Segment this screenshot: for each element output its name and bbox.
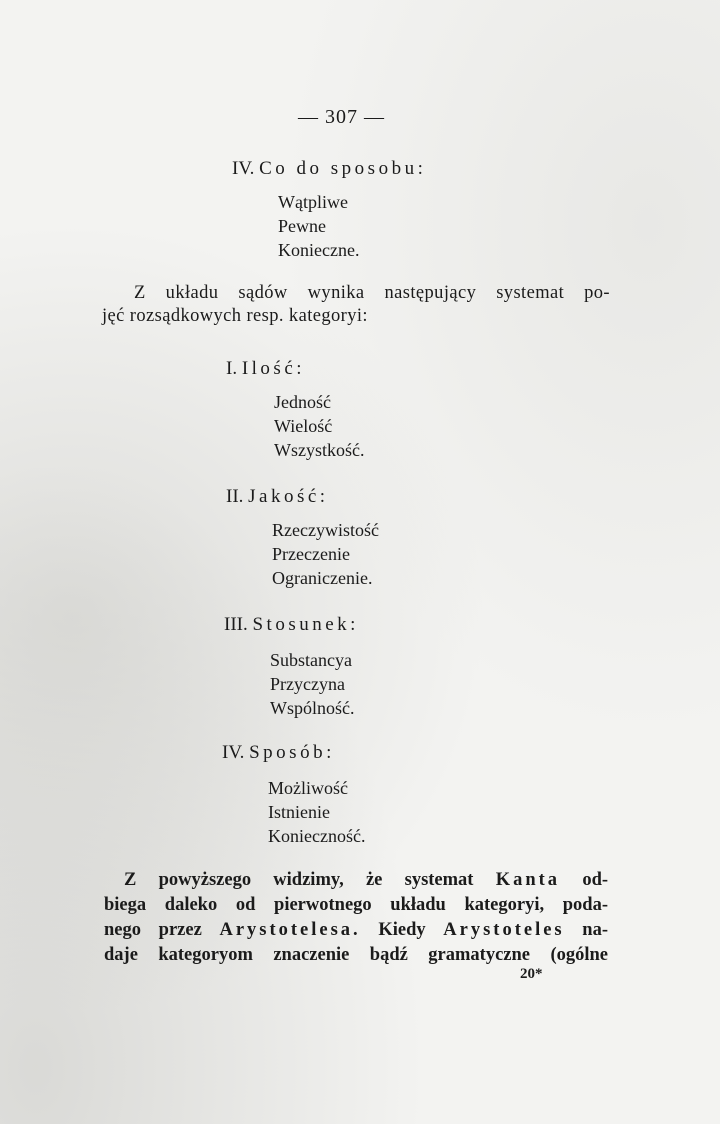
category-label: III. [224,614,248,635]
signature-mark: 20* [520,966,543,982]
text-run: od- [582,870,609,890]
category-items [274,390,364,462]
category-label: II. [226,486,244,507]
intro-line-2: jęć rozsądkowych resp. kategoryi: [102,306,368,326]
category-heading [224,614,359,636]
category-items [270,648,355,720]
emphasis-name: Arystoteles [443,920,565,940]
intro-line-1: Z układu sądów wynika następujący systemat po- [134,283,610,303]
list-item: Konieczność. [268,826,366,846]
list-item: Substancya [270,650,352,670]
list-item: Wszystkość. [274,440,365,460]
list-item: Wielość [274,416,333,436]
page-number: — 307 — [298,106,385,128]
category-heading [222,742,335,764]
category-label: I. [226,358,238,379]
category-title: Sposób: [249,742,335,763]
category-heading [226,358,305,380]
section-modality-heading [232,158,426,180]
category-title: Stosunek: [252,614,359,635]
category-title: Ilość: [241,358,306,379]
list-item: Konieczne. [278,240,360,260]
closing-line-4: daje kategoryom znaczenie bądź gramatyczne (ogólne [104,945,608,965]
list-item: Przyczyna [270,674,345,694]
closing-line-1 [124,870,608,891]
text-run: na- [582,920,608,940]
category-label: IV. [222,742,245,763]
list-item: Wątpliwe [278,192,348,212]
category-items [268,776,365,848]
text-run: Kiedy [378,920,426,940]
closing-line-3 [104,920,608,941]
emphasis-name: Arystotelesa. [219,920,361,940]
category-heading [226,486,329,508]
section-label: IV. [232,158,255,179]
list-item: Jedność [274,392,331,412]
list-item: Pewne [278,216,326,236]
list-item: Możliwość [268,778,348,798]
list-item: Rzeczywistość [272,520,379,540]
emphasis-name: Kanta [495,870,561,890]
section-title: Co do sposobu: [259,158,427,179]
list-item: Przeczenie [272,544,350,564]
list-item: Wspólność. [270,698,355,718]
list-item: Ograniczenie. [272,568,373,588]
modality-list [278,190,359,262]
text-run: Z powyższego widzimy, że systemat [124,870,474,890]
list-item: Istnienie [268,802,330,822]
text-run: nego przez [104,920,202,940]
category-title: Jakość: [248,486,329,507]
category-items [272,518,379,590]
closing-line-2: biega daleko od pierwotnego układu kategoryi, poda- [104,895,608,915]
